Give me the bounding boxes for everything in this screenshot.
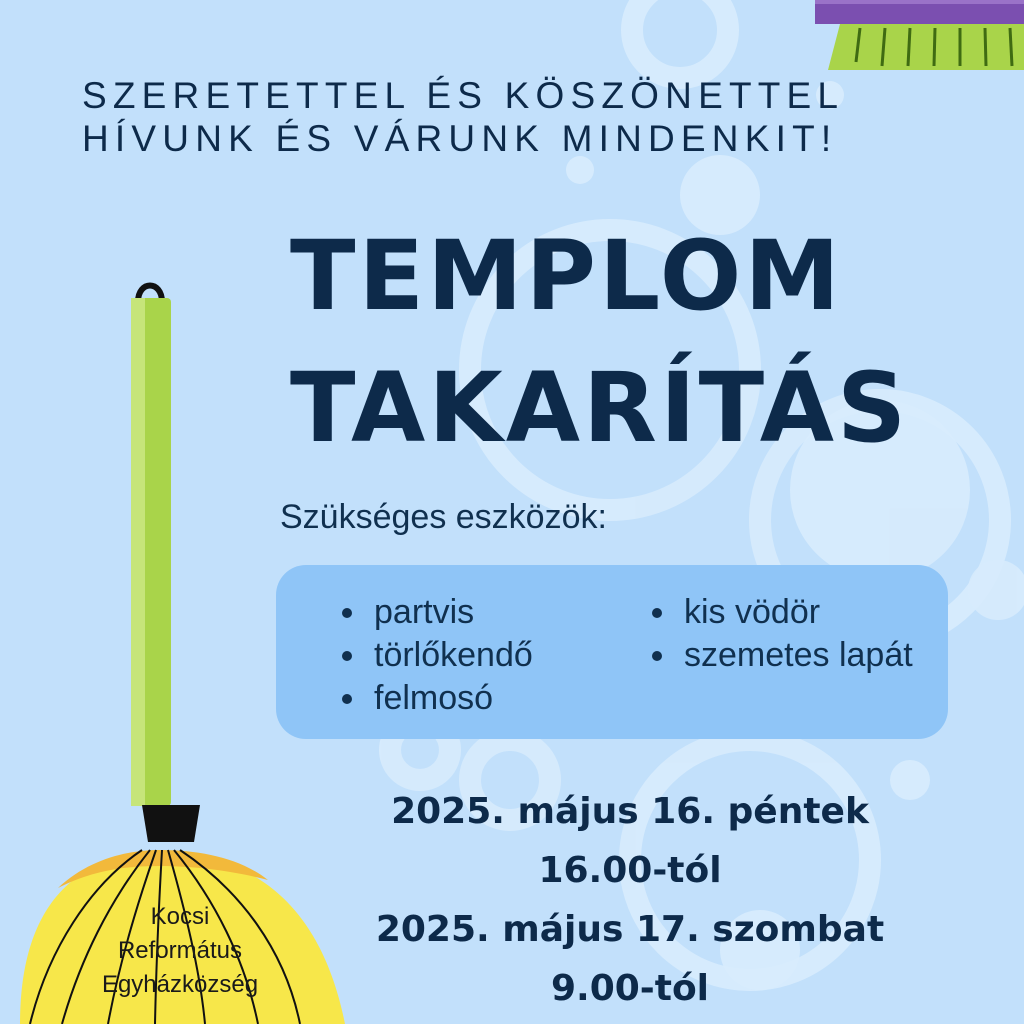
list-item: törlőkendő — [340, 634, 634, 677]
list-item: felmosó — [340, 677, 634, 720]
organization-name — [60, 900, 300, 1002]
title-line-1: TEMPLOM — [290, 220, 843, 332]
invitation-subtitle — [82, 74, 982, 160]
list-item: szemetes lapát — [650, 634, 944, 677]
subtitle-line-1: SZERETETTEL ÉS KÖSZÖNETTEL — [82, 75, 845, 116]
subtitle-line-2: HÍVUNK ÉS VÁRUNK MINDENKIT! — [82, 118, 838, 159]
tools-list-left — [340, 591, 634, 720]
list-item: partvis — [340, 591, 634, 634]
list-item: kis vödör — [650, 591, 944, 634]
title-line-2: TAKARÍTÁS — [290, 352, 910, 464]
tools-heading: Szükséges eszközök: — [280, 498, 607, 536]
event-dates — [350, 782, 910, 1018]
org-line-2: Református — [117, 937, 243, 964]
page-title — [290, 210, 990, 474]
tools-box — [276, 565, 948, 739]
org-line-1: Kocsi — [150, 903, 210, 930]
date-line-1: 2025. május 16. péntek — [391, 791, 869, 832]
org-line-3: Egyházközség — [101, 971, 259, 998]
time-line-2: 9.00-tól — [550, 968, 710, 1009]
date-line-2: 2025. május 17. szombat — [375, 909, 885, 950]
tools-list-right — [650, 591, 944, 677]
brush-icon — [815, 0, 1024, 70]
time-line-1: 16.00-tól — [538, 850, 722, 891]
